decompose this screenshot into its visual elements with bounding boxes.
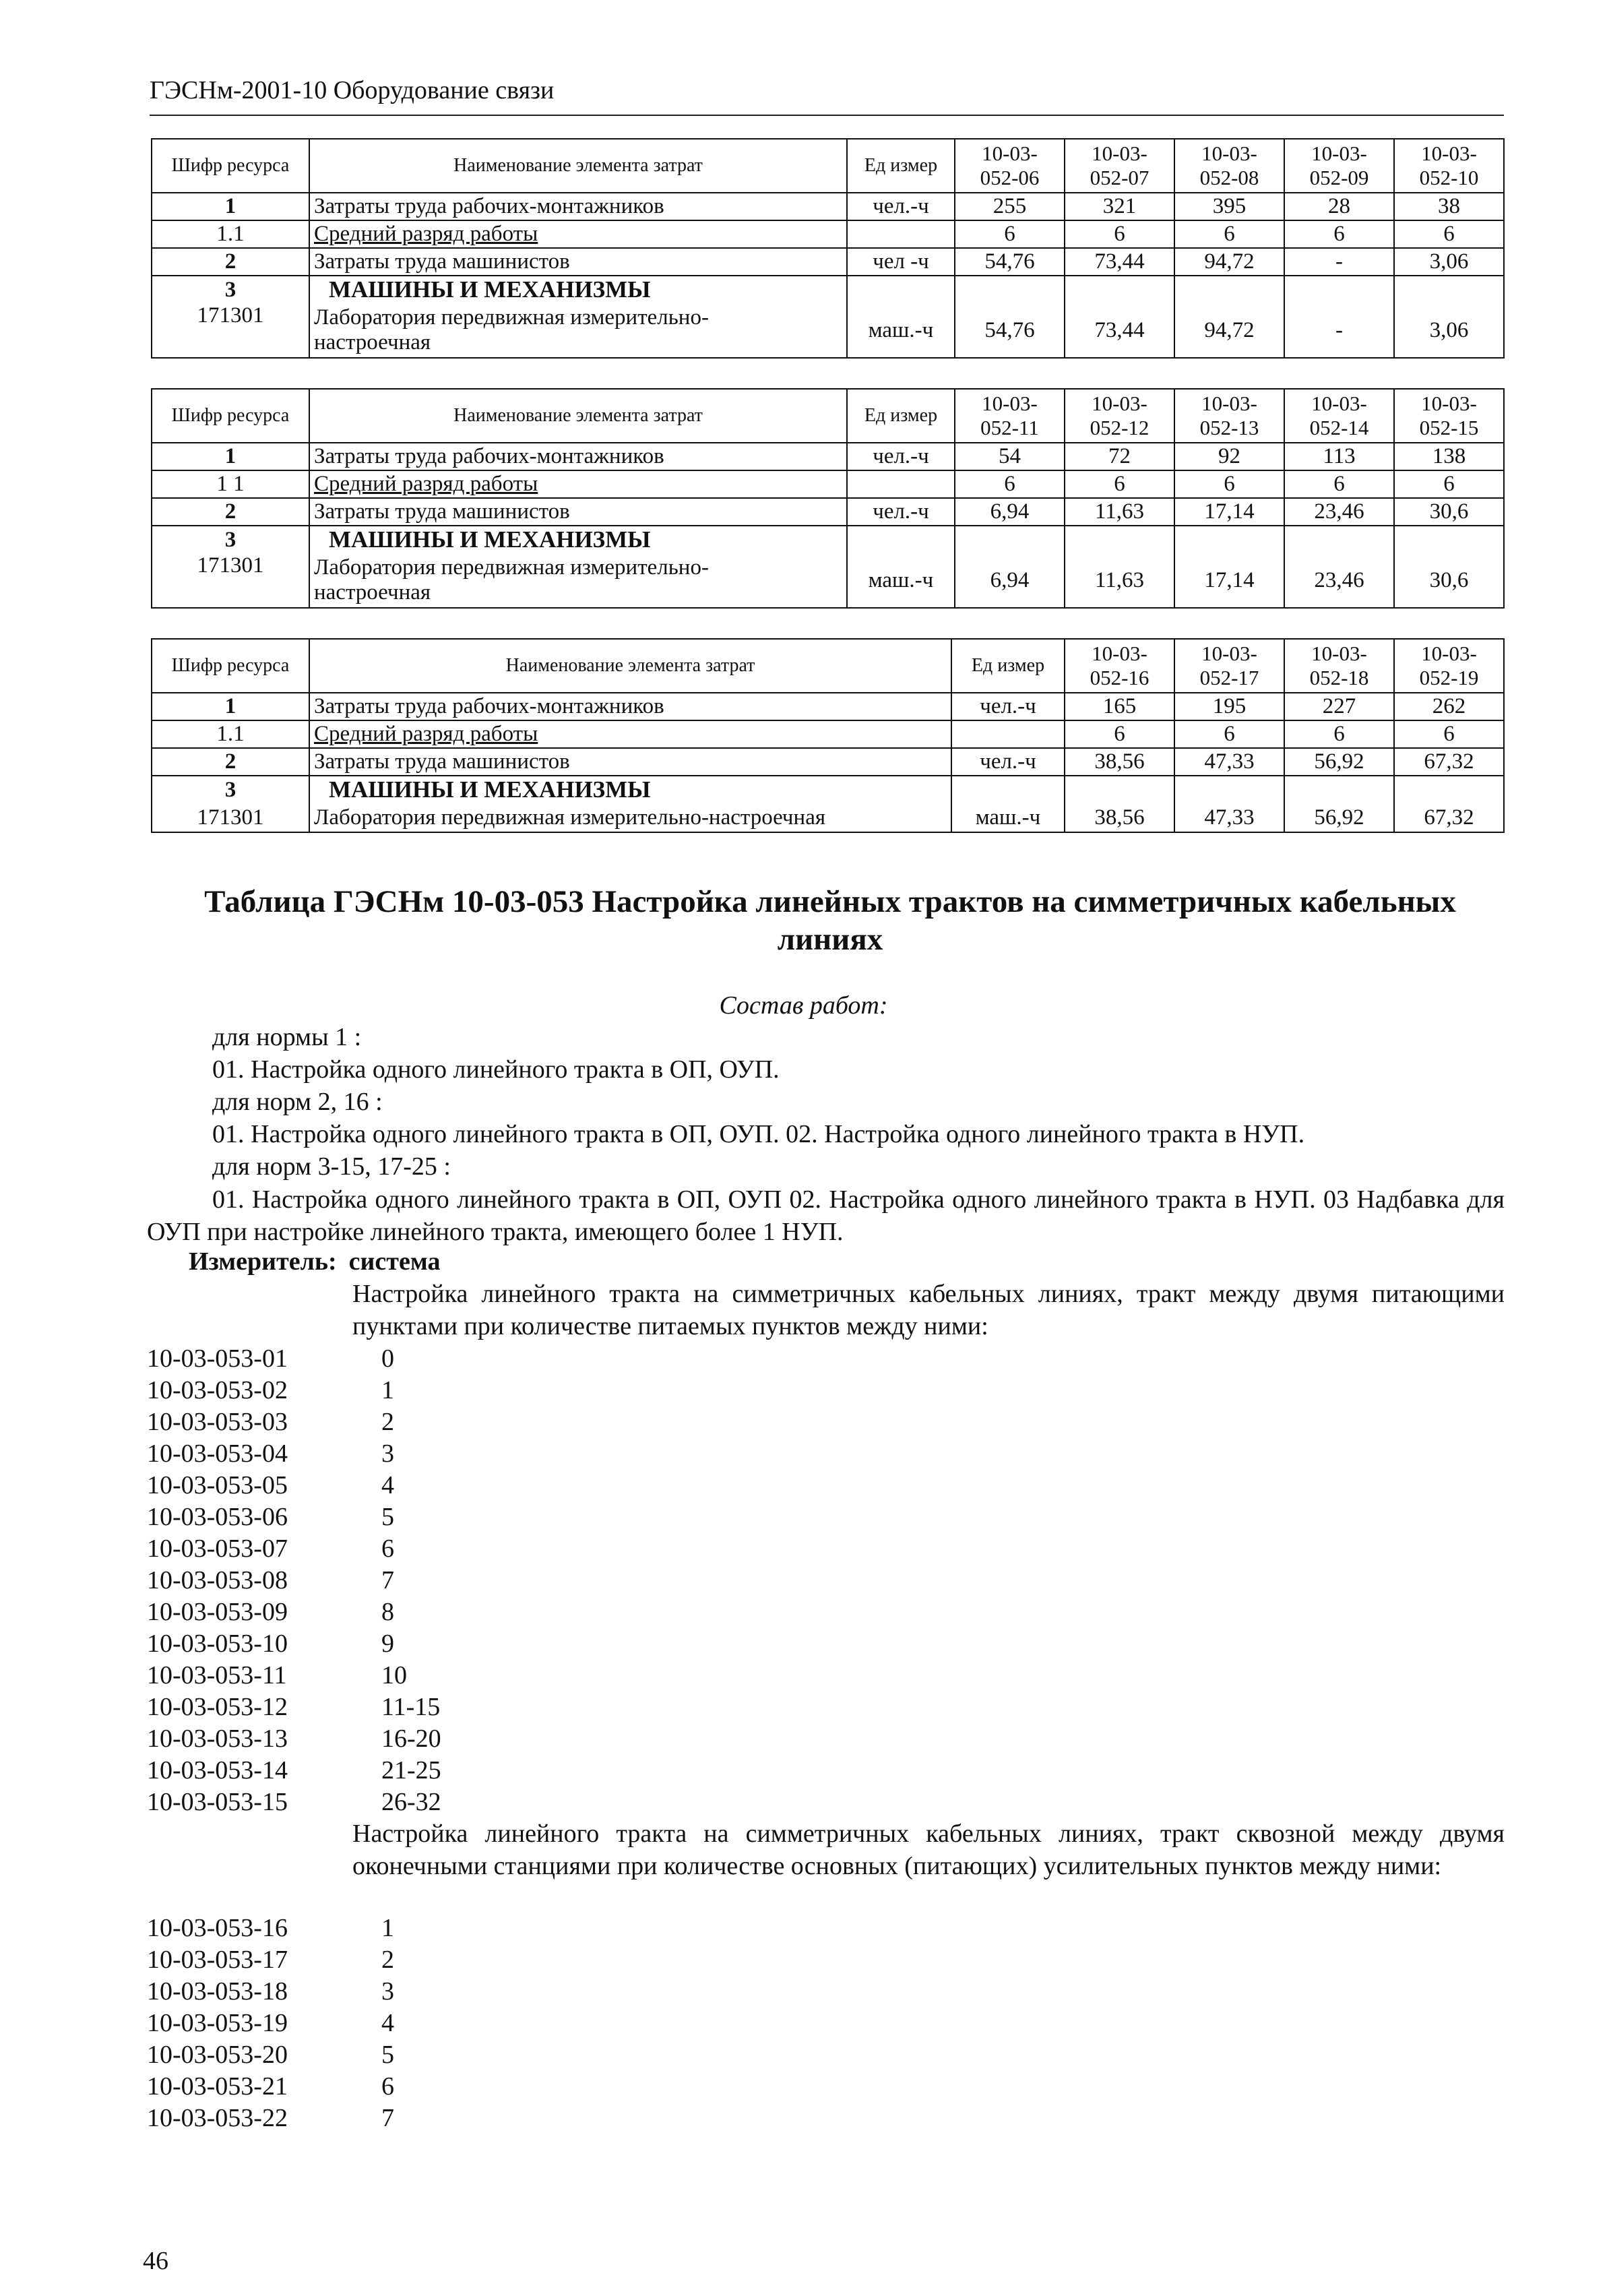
norm-label: для нормы 1 :: [212, 1023, 362, 1051]
value-cell: 6,94: [955, 553, 1065, 608]
norm-code-row: [147, 2071, 394, 2103]
resource-table-2: [151, 388, 1505, 609]
resource-code: 1: [152, 443, 309, 470]
norm-parameter-value: 21-25: [381, 1756, 441, 1785]
value-cell: 11,63: [1065, 498, 1174, 526]
norm-parameter-value: 9: [381, 1630, 394, 1658]
value-cell: 262: [1394, 693, 1504, 720]
norm-code: 10-03-053-18: [147, 1977, 288, 2006]
value-cell: 54,76: [955, 248, 1065, 276]
norm-code-header: 10-03- 052-14: [1284, 389, 1394, 443]
norm-code-header: 10-03- 052-17: [1174, 639, 1284, 693]
value-cell: -: [1284, 248, 1394, 276]
norm-code: 10-03-053-22: [147, 2104, 288, 2132]
col-unit-header: Ед измер: [847, 139, 955, 193]
cost-item-name: Затраты труда машинистов: [309, 498, 847, 526]
value-cell: 47,33: [1174, 748, 1284, 776]
meter-value: система: [348, 1247, 441, 1276]
norm-parameter-value: 2: [381, 1408, 394, 1436]
col-unit-header: Ед измер: [847, 389, 955, 443]
norm-code-list: [147, 1913, 394, 2134]
value-cell: 17,14: [1174, 553, 1284, 608]
value-cell: 6: [955, 220, 1065, 248]
norm-code-header: 10-03- 052-19: [1394, 639, 1504, 693]
resource-code: 3: [152, 276, 309, 303]
norm-code-row: [147, 1565, 441, 1596]
value-cell: 255: [955, 193, 1065, 220]
norm-code: 10-03-053-07: [147, 1534, 288, 1563]
resource-code: 2: [152, 498, 309, 526]
col-resource-header: Шифр ресурса: [152, 389, 309, 443]
value-cell: 6: [1174, 470, 1284, 498]
norm-parameter-value: 5: [381, 2041, 394, 2069]
cost-item-name: Средний разряд работы: [314, 472, 538, 497]
value-cell: 67,32: [1394, 748, 1504, 776]
value-cell: 17,14: [1174, 498, 1284, 526]
norm-code-header: 10-03- 052-18: [1284, 639, 1394, 693]
norm-code: 10-03-053-03: [147, 1408, 288, 1436]
value-cell: 73,44: [1065, 303, 1174, 358]
value-cell: 6: [1065, 470, 1174, 498]
resource-code: 1.1: [152, 220, 309, 248]
norm-code: 10-03-053-09: [147, 1598, 288, 1626]
value-cell: 3,06: [1394, 248, 1504, 276]
resource-table-3: [151, 638, 1505, 833]
norm-parameter-value: 10: [381, 1661, 407, 1689]
header-rule: [150, 115, 1504, 116]
col-name-header: Наименование элемента затрат: [309, 389, 847, 443]
norm-parameter-value: 6: [381, 2072, 394, 2101]
value-cell: 6: [1065, 720, 1174, 748]
unit-cell: маш.-ч: [951, 803, 1065, 832]
value-cell: 67,32: [1394, 803, 1504, 832]
cost-item-name: Затраты труда рабочих-монтажников: [309, 193, 847, 220]
norm-code-row: [147, 1596, 441, 1628]
norm-code: 10-03-053-12: [147, 1693, 288, 1721]
norm-code: 10-03-053-13: [147, 1725, 288, 1753]
cost-item-name: Средний разряд работы: [314, 722, 538, 747]
value-cell: 138: [1394, 443, 1504, 470]
norm-parameter-value: 7: [381, 2104, 394, 2132]
norm-code: 10-03-053-11: [147, 1661, 287, 1689]
norm-code-header: 10-03- 052-10: [1394, 139, 1504, 193]
norm-parameter-value: 3: [381, 1977, 394, 2006]
value-cell: 113: [1284, 443, 1394, 470]
norm-code-row: [147, 1533, 441, 1565]
norm-code-row: [147, 2008, 394, 2039]
value-cell: 6: [1284, 720, 1394, 748]
norm-code: 10-03-053-20: [147, 2041, 288, 2069]
value-cell: 165: [1065, 693, 1174, 720]
value-cell: 23,46: [1284, 498, 1394, 526]
norm-code-row: [147, 2103, 394, 2134]
value-cell: 94,72: [1174, 303, 1284, 358]
group-description: Настройка линейного тракта на симметричных кабельных линиях, тракт между двумя питающими пунктами при количестве питаемых пунктов между ними:: [352, 1280, 1505, 1340]
section-title: Таблица ГЭСНм 10-03-053 Настройка линейных трактов на симметричных кабельных линиях: [204, 884, 1456, 958]
col-name-header: Наименование элемента затрат: [309, 639, 951, 693]
unit-cell: чел.-ч: [951, 693, 1065, 720]
norm-text: 01. Настройка одного линейного тракта в ОП, ОУП.: [212, 1055, 780, 1084]
cost-item-name: Средний разряд работы: [314, 222, 538, 247]
value-cell: 94,72: [1174, 248, 1284, 276]
value-cell: 23,46: [1284, 553, 1394, 608]
value-cell: 56,92: [1284, 803, 1394, 832]
cost-item-name: Затраты труда рабочих-монтажников: [309, 443, 847, 470]
norm-code-header: 10-03- 052-16: [1065, 639, 1174, 693]
value-cell: 227: [1284, 693, 1394, 720]
norm-parameter-value: 1: [381, 1914, 394, 1942]
norm-code-row: [147, 1723, 441, 1755]
norm-parameter-value: 0: [381, 1344, 394, 1373]
norm-parameter-value: 16-20: [381, 1725, 441, 1753]
unit-cell: маш.-ч: [847, 553, 955, 608]
norm-code-row: [147, 1787, 441, 1818]
composition-heading: Состав работ:: [719, 991, 888, 1020]
norm-code-row: [147, 1470, 441, 1501]
value-cell: 72: [1065, 443, 1174, 470]
norm-code-row: [147, 1692, 441, 1723]
norm-parameter-value: 11-15: [381, 1693, 441, 1721]
norm-parameter-value: 8: [381, 1598, 394, 1626]
page-number: 46: [143, 2247, 168, 2275]
value-cell: 6: [1394, 720, 1504, 748]
norm-code-list: [147, 1343, 441, 1818]
value-cell: 56,92: [1284, 748, 1394, 776]
norm-code-row: [147, 1660, 441, 1692]
value-cell: 6: [1284, 470, 1394, 498]
resource-code: 1.1: [152, 720, 309, 748]
norm-text: 01. Настройка одного линейного тракта в ОП, ОУП. 02. Настройка одного линейного тракта в НУП.: [212, 1120, 1305, 1148]
value-cell: 3,06: [1394, 303, 1504, 358]
resource-code: 3: [152, 526, 309, 553]
norm-parameter-value: 4: [381, 1471, 394, 1499]
unit-cell: [951, 720, 1065, 748]
value-cell: 54,76: [955, 303, 1065, 358]
value-cell: 195: [1174, 693, 1284, 720]
cost-item-name: Затраты труда машинистов: [309, 748, 951, 776]
section-heading: МАШИНЫ И МЕХАНИЗМЫ: [309, 526, 847, 553]
value-cell: 6: [1394, 470, 1504, 498]
norm-code: 10-03-053-15: [147, 1788, 288, 1816]
norm-code-row: [147, 1501, 441, 1533]
cost-item-name: Затраты труда машинистов: [309, 248, 847, 276]
value-cell: 6: [1174, 720, 1284, 748]
value-cell: 92: [1174, 443, 1284, 470]
cost-item-name: Лаборатория передвижная измерительно-настроечная: [309, 803, 951, 832]
value-cell: 395: [1174, 193, 1284, 220]
norm-code-row: [147, 1755, 441, 1787]
unit-cell: [847, 220, 955, 248]
value-cell: 11,63: [1065, 553, 1174, 608]
value-cell: 6: [1065, 220, 1174, 248]
norm-code-header: 10-03- 052-09: [1284, 139, 1394, 193]
value-cell: 30,6: [1394, 498, 1504, 526]
value-cell: 30,6: [1394, 553, 1504, 608]
resource-code: 171301: [152, 303, 309, 358]
value-cell: 321: [1065, 193, 1174, 220]
norm-code-row: [147, 1913, 394, 1944]
norm-code: 10-03-053-04: [147, 1439, 288, 1468]
norm-code-row: [147, 1438, 441, 1470]
norm-label: для норм 2, 16 :: [212, 1088, 383, 1116]
resource-code: 2: [152, 748, 309, 776]
norm-code-row: [147, 1343, 441, 1375]
value-cell: 47,33: [1174, 803, 1284, 832]
resource-code: 171301: [152, 553, 309, 608]
norm-code: 10-03-053-19: [147, 2009, 288, 2037]
norm-code: 10-03-053-14: [147, 1756, 288, 1785]
unit-cell: чел.-ч: [847, 443, 955, 470]
value-cell: 28: [1284, 193, 1394, 220]
value-cell: 6: [955, 470, 1065, 498]
cost-item-name: Лаборатория передвижная измерительно- настроечная: [309, 553, 847, 608]
norm-code-header: 10-03- 052-15: [1394, 389, 1504, 443]
norm-parameter-value: 26-32: [381, 1788, 441, 1816]
unit-cell: чел.-ч: [951, 748, 1065, 776]
section-heading: МАШИНЫ И МЕХАНИЗМЫ: [309, 276, 847, 303]
norm-code: 10-03-053-10: [147, 1630, 288, 1658]
norm-code-header: 10-03- 052-11: [955, 389, 1065, 443]
norm-code-row: [147, 1944, 394, 1976]
norm-code-row: [147, 1628, 441, 1660]
norm-code: 10-03-053-01: [147, 1344, 288, 1373]
norm-code: 10-03-053-08: [147, 1566, 288, 1594]
cost-item-name: Затраты труда рабочих-монтажников: [309, 693, 951, 720]
unit-cell: чел.-ч: [847, 498, 955, 526]
value-cell: 6,94: [955, 498, 1065, 526]
value-cell: 54: [955, 443, 1065, 470]
resource-code: 3: [152, 776, 309, 803]
norm-code: 10-03-053-21: [147, 2072, 288, 2101]
value-cell: 6: [1284, 220, 1394, 248]
col-resource-header: Шифр ресурса: [152, 639, 309, 693]
section-heading: МАШИНЫ И МЕХАНИЗМЫ: [309, 776, 951, 803]
norm-code-row: [147, 1976, 394, 2008]
norm-parameter-value: 7: [381, 1566, 394, 1594]
norm-code-row: [147, 1406, 441, 1438]
unit-cell: маш.-ч: [847, 303, 955, 358]
norm-code: 10-03-053-02: [147, 1376, 288, 1404]
meter-label: Измеритель:: [189, 1247, 337, 1276]
value-cell: -: [1284, 303, 1394, 358]
norm-code-header: 10-03- 052-08: [1174, 139, 1284, 193]
norm-code: 10-03-053-17: [147, 1946, 288, 1974]
value-cell: 6: [1394, 220, 1504, 248]
meter-row: [189, 1247, 440, 1276]
norm-parameter-value: 3: [381, 1439, 394, 1468]
cost-item-name: Лаборатория передвижная измерительно- настроечная: [309, 303, 847, 358]
unit-cell: [847, 470, 955, 498]
norm-code: 10-03-053-05: [147, 1471, 288, 1499]
norm-code-header: 10-03- 052-06: [955, 139, 1065, 193]
col-name-header: Наименование элемента затрат: [309, 139, 847, 193]
running-header: ГЭСНм-2001-10 Оборудование связи: [150, 76, 555, 104]
resource-code: 1: [152, 193, 309, 220]
resource-code: 1 1: [152, 470, 309, 498]
resource-code: 1: [152, 693, 309, 720]
value-cell: 73,44: [1065, 248, 1174, 276]
resource-table-1: [151, 138, 1505, 359]
norm-code-header: 10-03- 052-07: [1065, 139, 1174, 193]
value-cell: 38,56: [1065, 748, 1174, 776]
value-cell: 38: [1394, 193, 1504, 220]
value-cell: 38,56: [1065, 803, 1174, 832]
norm-parameter-value: 2: [381, 1946, 394, 1974]
norm-code-header: 10-03- 052-13: [1174, 389, 1284, 443]
norm-parameter-value: 4: [381, 2009, 394, 2037]
norm-code-row: [147, 1375, 441, 1406]
norm-label: для норм 3-15, 17-25 :: [212, 1152, 451, 1181]
norm-code-row: [147, 2039, 394, 2071]
norm-text: 01. Настройка одного линейного тракта в ОП, ОУП 02. Настройка одного линейного тракта в НУП. 03 Надбавка для ОУП при настройке линейного тракта, имеющего более 1 НУП.: [147, 1185, 1505, 1246]
col-resource-header: Шифр ресурса: [152, 139, 309, 193]
norm-code: 10-03-053-06: [147, 1503, 288, 1531]
norm-parameter-value: 5: [381, 1503, 394, 1531]
value-cell: 6: [1174, 220, 1284, 248]
col-unit-header: Ед измер: [951, 639, 1065, 693]
norm-code: 10-03-053-16: [147, 1914, 288, 1942]
norm-code-header: 10-03- 052-12: [1065, 389, 1174, 443]
unit-cell: чел -ч: [847, 248, 955, 276]
norm-parameter-value: 6: [381, 1534, 394, 1563]
group-description: Настройка линейного тракта на симметричных кабельных линиях, тракт сквозной между двумя оконечными станциями при количестве основных (питающих) усилительных пунктов между ними:: [352, 1820, 1505, 1880]
resource-code: 171301: [152, 803, 309, 832]
resource-code: 2: [152, 248, 309, 276]
unit-cell: чел.-ч: [847, 193, 955, 220]
norm-parameter-value: 1: [381, 1376, 394, 1404]
